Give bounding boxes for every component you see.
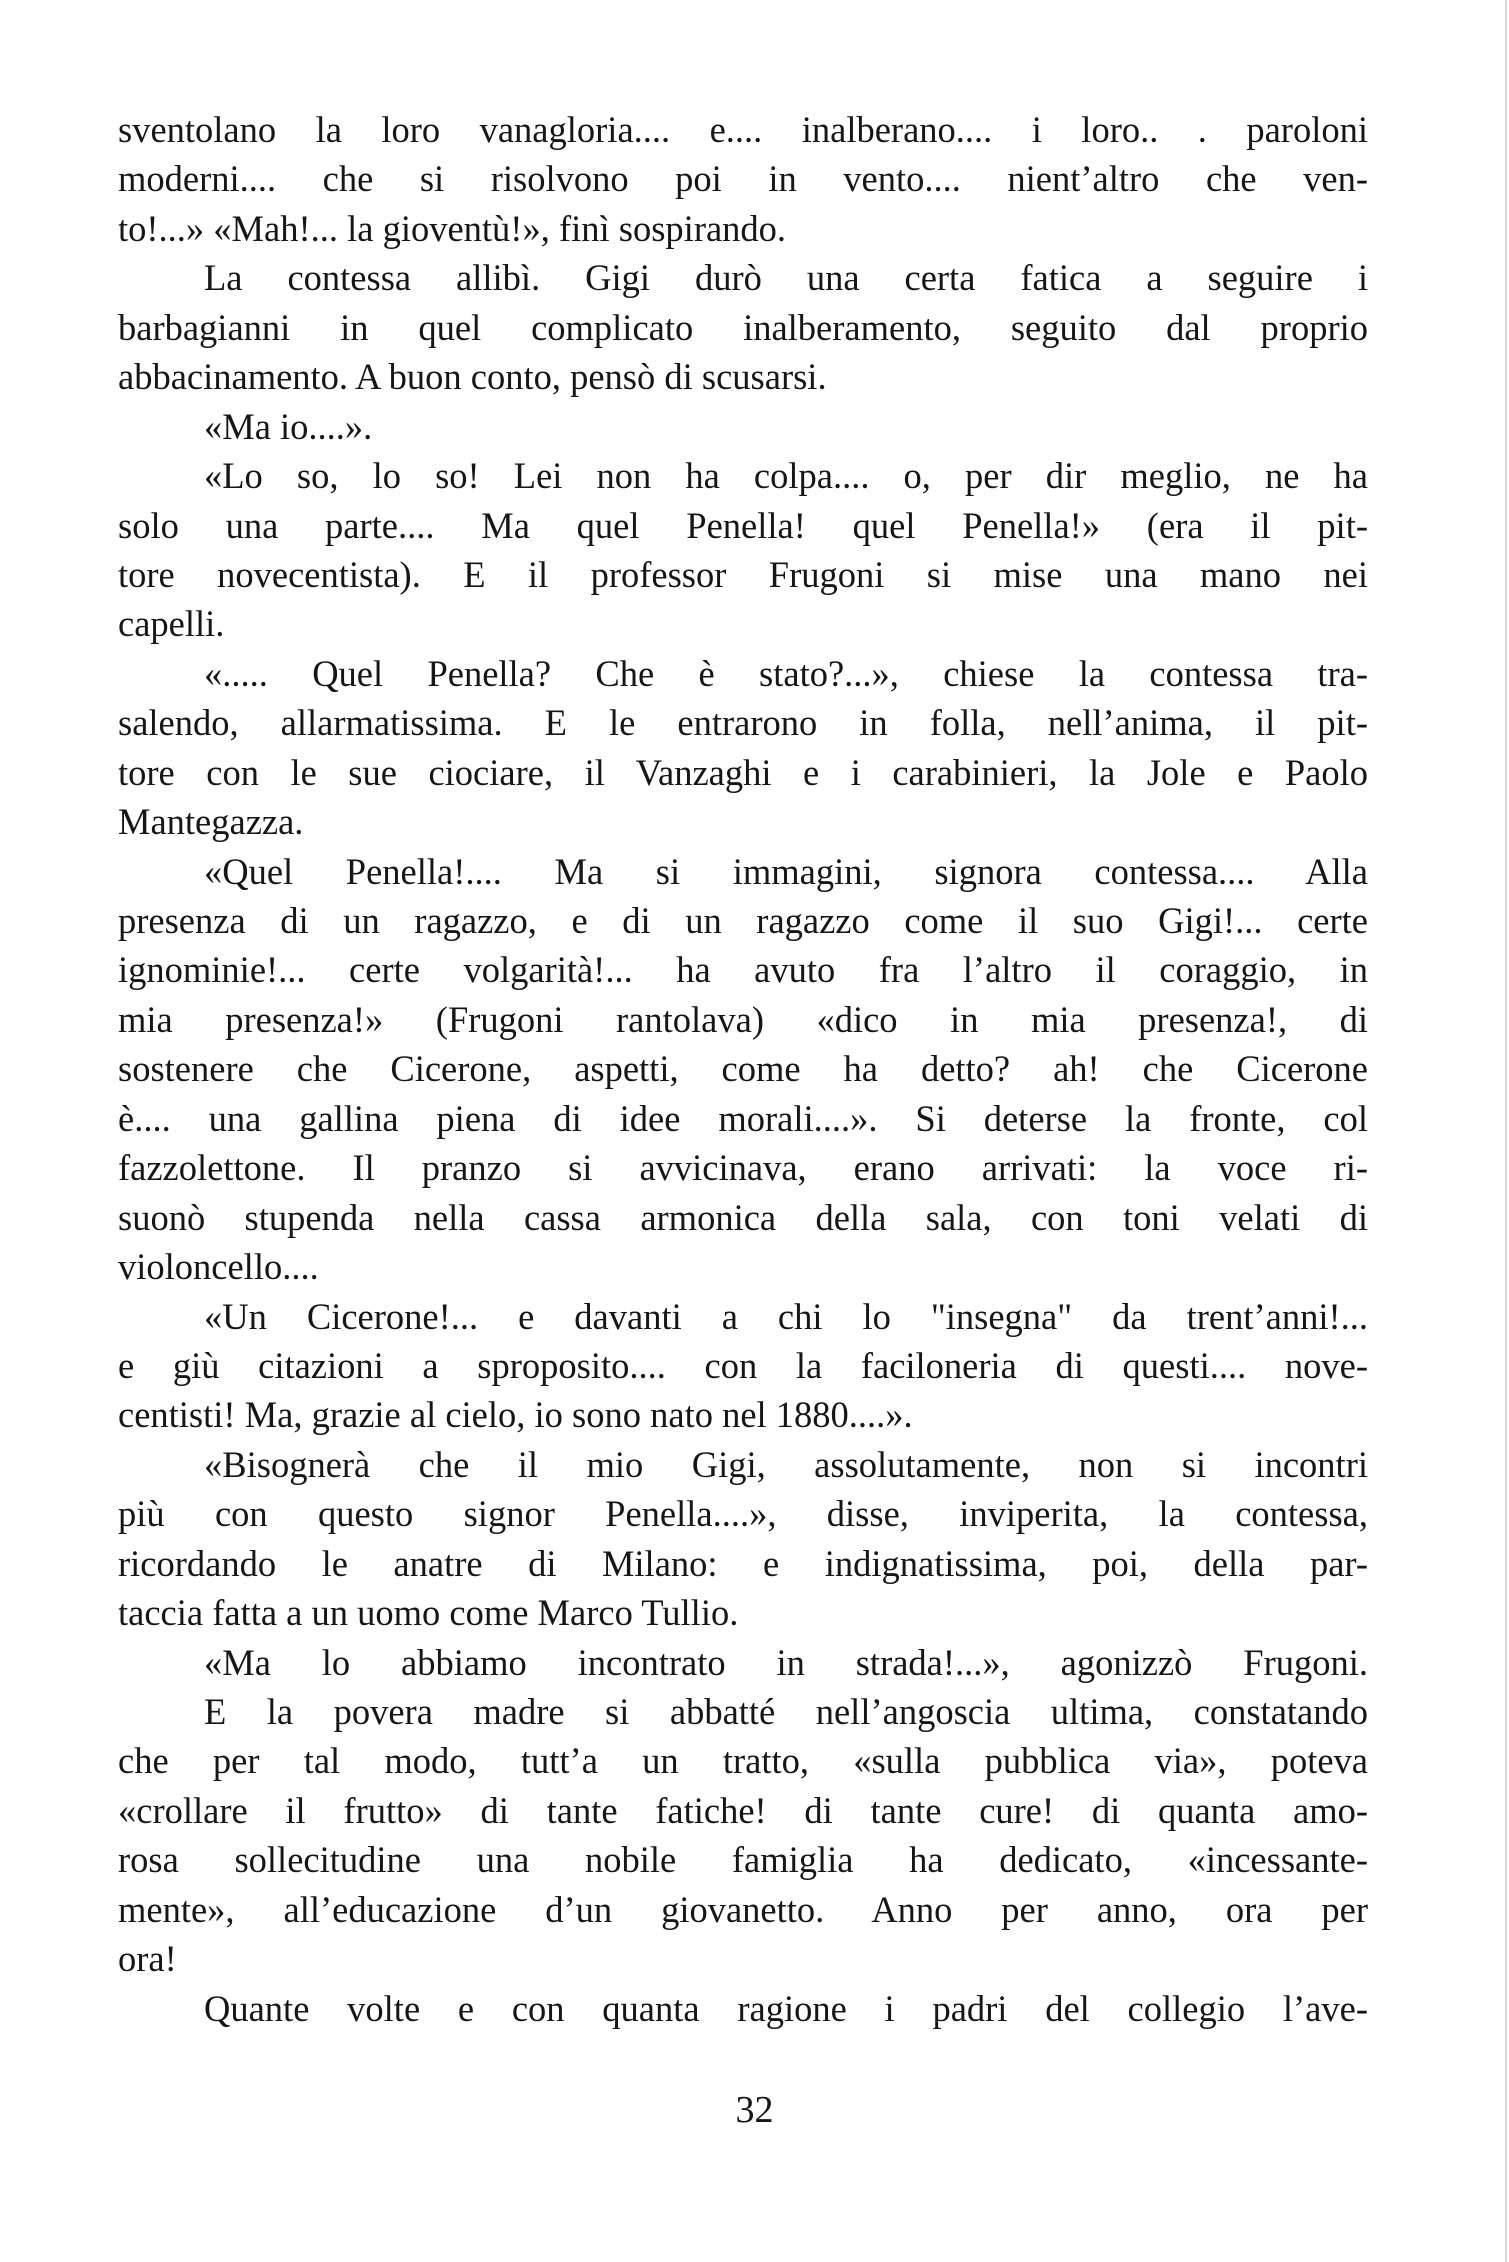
text-line: moderni.... che si risolvono poi in vento.... nient’altro che ven- (118, 158, 1368, 200)
body-text (118, 105, 1368, 2033)
text-line: La contessa allibì. Gigi durò una certa fatica a seguire i (204, 257, 1368, 299)
text-line: to!...» «Mah!... la gioventù!», finì sospirando. (118, 207, 787, 249)
text-line: centisti! Ma, grazie al cielo, io sono nato nel 1880....». (118, 1394, 913, 1436)
text-line: che per tal modo, tutt’a un tratto, «sulla pubblica via», poteva (118, 1740, 1368, 1782)
text-line: ora! (118, 1938, 177, 1980)
text-line: mia presenza!» (Frugoni rantolava) «dico in mia presenza!, di (118, 998, 1368, 1040)
text-line: presenza di un ragazzo, e di un ragazzo come il suo Gigi!... certe (118, 900, 1368, 941)
text-line: tore con le sue ciociare, il Vanzaghi e i carabinieri, la Jole e Paolo (118, 751, 1368, 793)
text-line: «Lo so, lo so! Lei non ha colpa.... o, per dir meglio, ne ha (204, 455, 1368, 497)
text-line: violoncello.... (118, 1246, 319, 1288)
text-line: abbacinamento. A buon conto, pensò di scusarsi. (118, 356, 827, 398)
text-line: capelli. (118, 603, 225, 645)
text-line: rosa sollecitudine una nobile famiglia ha dedicato, «incessante- (118, 1839, 1368, 1881)
text-line: barbagianni in quel complicato inalberamento, seguito dal proprio (118, 306, 1368, 348)
text-line: mente», all’educazione d’un giovanetto. Anno per anno, ora per (118, 1888, 1368, 1930)
text-line: «Un Cicerone!... e davanti a chi lo "insegna" da trent’anni!... (204, 1295, 1368, 1337)
text-line: sostenere che Cicerone, aspetti, come ha detto? ah! che Cicerone (118, 1048, 1368, 1090)
text-line: fazzolettone. Il pranzo si avvicinava, erano arrivati: la voce ri- (118, 1147, 1368, 1189)
text-line: E la povera madre si abbatté nell’angoscia ultima, constatando (204, 1691, 1368, 1732)
text-line: «Ma lo abbiamo incontrato in strada!...», agonizzò Frugoni. (204, 1641, 1368, 1683)
page-number: 32 (735, 2089, 774, 2131)
text-line: «Bisognerà che il mio Gigi, assolutamente, non si incontri (204, 1443, 1368, 1485)
text-line: e giù citazioni a sproposito.... con la faciloneria di questi.... nove- (118, 1344, 1368, 1386)
text-line: più con questo signor Penella....», disse, inviperita, la contessa, (118, 1493, 1368, 1535)
text-line: sventolano la loro vanagloria.... e.... inalberano.... i loro.. . paroloni (118, 109, 1368, 150)
text-line: salendo, allarmatissima. E le entrarono in folla, nell’anima, il pit- (118, 702, 1368, 744)
text-line: «Quel Penella!.... Ma si immagini, signora contessa.... Alla (204, 850, 1368, 892)
text-line: Quante volte e con quanta ragione i padri del collegio l’ave- (204, 1987, 1368, 2029)
text-line: ignominie!... certe volgarità!... ha avuto fra l’altro il coraggio, in (118, 949, 1368, 991)
text-line: tore novecentista). E il professor Frugoni si mise una mano nei (118, 553, 1368, 595)
text-line: «..... Quel Penella? Che è stato?...», chiese la contessa tra- (204, 652, 1368, 694)
text-line: solo una parte.... Ma quel Penella! quel Penella!» (era il pit- (118, 504, 1368, 546)
text-line: è.... una gallina piena di idee morali....». Si deterse la fronte, col (118, 1097, 1368, 1139)
text-line: Mantegazza. (118, 801, 304, 843)
text-line: «crollare il frutto» di tante fatiche! di tante cure! di quanta amo- (118, 1789, 1368, 1831)
text-line: taccia fatta a un uomo come Marco Tullio. (118, 1592, 739, 1634)
page-edge-line (1505, 0, 1507, 2262)
text-line: «Ma io....». (204, 405, 373, 447)
text-line: ricordando le anatre di Milano: e indignatissima, poi, della par- (118, 1542, 1368, 1584)
text-line: suonò stupenda nella cassa armonica della sala, con toni velati di (118, 1196, 1368, 1238)
